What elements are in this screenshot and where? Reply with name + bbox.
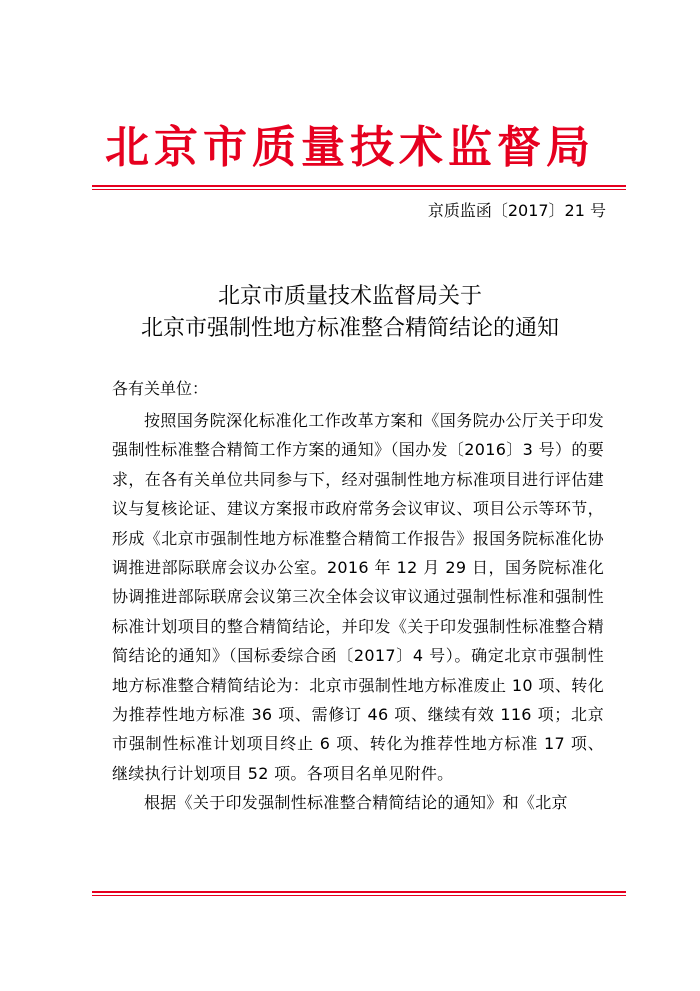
body-paragraph-1: 按照国务院深化标准化工作改革方案和《国务院办公厅关于印发强制性标准整合精简工作方案的通知》（国办发〔2016〕3 号）的要求，在各有关单位共同参与下，经对强制性地方标准项目进行评估建议与复核论证、建议方案报市政府常务会议审议、项目公示等环节，形成《北京市强制性地方标准整合精简工作报告》报国务院标准化协调推进部际联席会议办公室。2016 年 12 月 29 日，国务院标准化协调推进部际联席会议第三次全体会议审议通过强制性标准和强制性标准计划项目的整合精简结论，并印发《关于印发强制性标准整合精简结论的通知》（国标委综合函〔2017〕4 号）。确定北京市强制性地方标准整合精简结论为：北京市强制性地方标准废止 10 项、转化为推荐性地方标准 36 项、需修订 46 项、继续有效 116 项；北京市强制性标准计划项目终止 6 项、转化为推荐性地方标准 17 项、继续执行计划项目 52 项。各项目名单见附件。 bbox=[112, 411, 604, 783]
header-divider bbox=[92, 185, 626, 191]
body-paragraph-2: 根据《关于印发强制性标准整合精简结论的通知》和《北京 bbox=[144, 793, 568, 813]
footer-divider-thin bbox=[92, 895, 626, 896]
header-divider-thick bbox=[92, 185, 626, 187]
document-number: 京质监函〔2017〕21 号 bbox=[427, 201, 606, 220]
notice-title-line-1: 北京市质量技术监督局关于 bbox=[217, 284, 482, 309]
body-text bbox=[112, 406, 604, 818]
header-divider-thin bbox=[92, 189, 626, 190]
footer-divider-thick bbox=[92, 891, 626, 893]
notice-title-line-2: 北京市强制性地方标准整合精简结论的通知 bbox=[140, 316, 559, 341]
footer-divider bbox=[92, 891, 626, 897]
salutation: 各有关单位： bbox=[112, 379, 209, 398]
issuing-authority-title: 北京市质量技术监督局 bbox=[105, 122, 595, 173]
